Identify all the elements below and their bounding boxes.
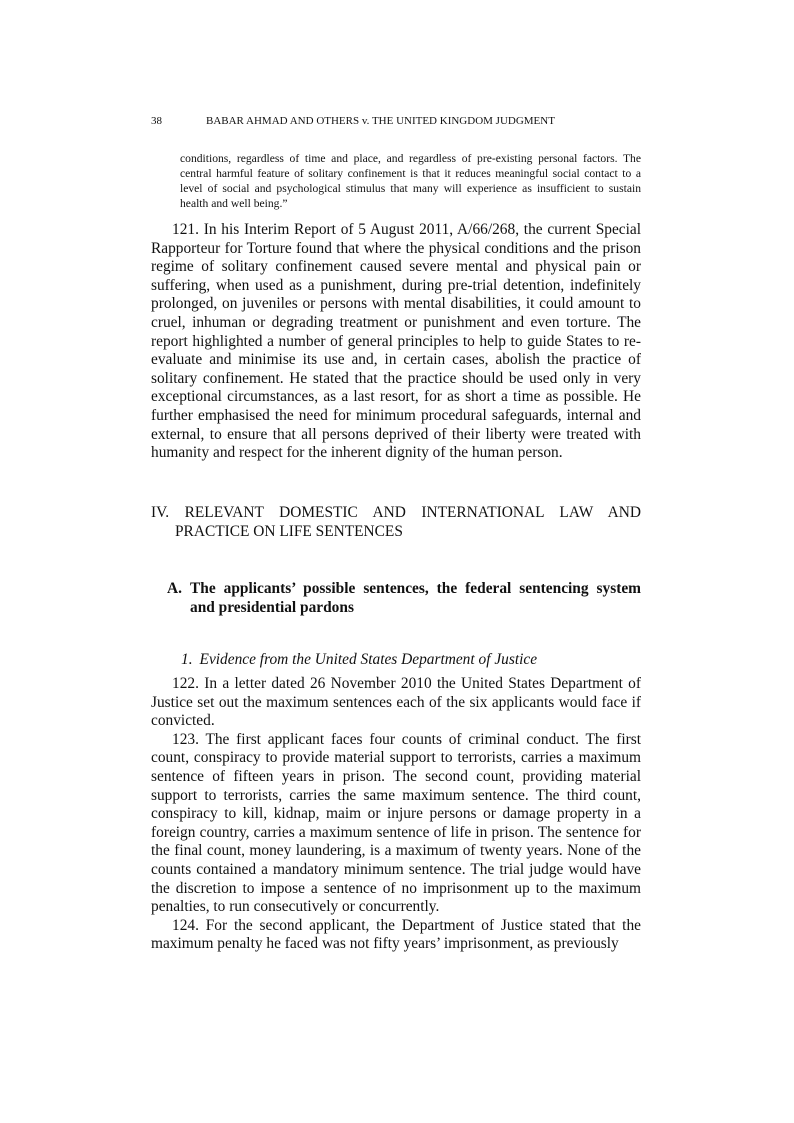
paragraph-122 [151,675,641,731]
paragraph-number: 121. [172,221,199,238]
paragraph-124 [151,917,641,954]
page-number: 38 [151,115,162,127]
section-heading [151,503,641,541]
section-heading-line2: PRACTICE ON LIFE SENTENCES [175,523,403,540]
subsection-heading-line1: The applicants’ possible sentences, the federal sentencing system [190,580,641,597]
paragraph-number: 124. [172,916,199,934]
paragraph-number: 122. [172,675,199,692]
subsection-heading-line2: and presidential pardons [190,599,354,616]
paragraph-number: 123. [172,730,199,748]
subsubsection-title: Evidence from the United States Department of Justice [199,651,538,668]
subsubsection-marker: 1. [181,651,193,668]
quote-continuation: conditions, regardless of time and place, and regardless of pre-existing personal factors. The central harmful feature of solitary confinement is that it reduces meaningful social contact to a level of social and psychological stimulus that many will experience as insufficient to sustain health and well being.” [180,152,641,210]
paragraph-text: In a letter dated 26 November 2010 the United States Department of Justice set out the maximum sentences each of the six applicants would face if convicted. [151,675,641,730]
subsection-marker: A. [167,580,182,597]
subsection-heading [167,579,641,617]
paragraph-121 [151,221,641,463]
section-heading-line1: IV. RELEVANT DOMESTIC AND INTERNATIONAL LAW AND [151,504,641,521]
paragraph-text: For the second applicant, the Department of Justice stated that the maximum penalty he faced was not fifty years’ imprisonment, as previously [151,916,641,953]
paragraph-123 [151,731,641,917]
running-title: BABAR AHMAD AND OTHERS v. THE UNITED KINGDOM JUDGMENT [206,115,555,127]
paragraph-text: In his Interim Report of 5 August 2011, A/66/268, the current Special Rapporteur for Torture found that where the physical conditions and the prison regime of solitary confinement caused severe mental and physical pain or suffering, when used as a punishment, during pre-trial detention, indefinitely prolonged, on juveniles or persons with mental disabilities, it could amount to cruel, inhuman or degrading treatment or punishment and even torture. The report highlighted a number of general principles to help to guide States to re-evaluate and minimise its use and, in certain cases, abolish the practice of solitary confinement. He stated that the practice should be used only in very exceptional circumstances, as a last resort, for as short a time as possible. He further emphasised the need for minimum procedural safeguards, internal and external, to ensure that all persons deprived of their liberty were treated with humanity and respect for the inherent dignity of the human person. [151,221,641,462]
paragraph-text: The first applicant faces four counts of criminal conduct. The first count, conspiracy to provide material support to terrorists, carries a maximum sentence of fifteen years in prison. The second count, providing material support to terrorists, carries the same maximum sentence. The third count, conspiracy to kill, kidnap, maim or injure persons or damage property in a foreign country, carries a maximum sentence of life in prison. The sentence for the final count, money laundering, is a maximum of twenty years. None of the counts contained a mandatory minimum sentence. The trial judge would have the discretion to impose a sentence of no imprisonment up to the maximum penalties, to run consecutively or concurrently. [151,730,641,916]
paragraph-group-before [151,221,641,463]
paragraph-group-after [151,675,641,954]
subsubsection-heading [181,650,537,669]
